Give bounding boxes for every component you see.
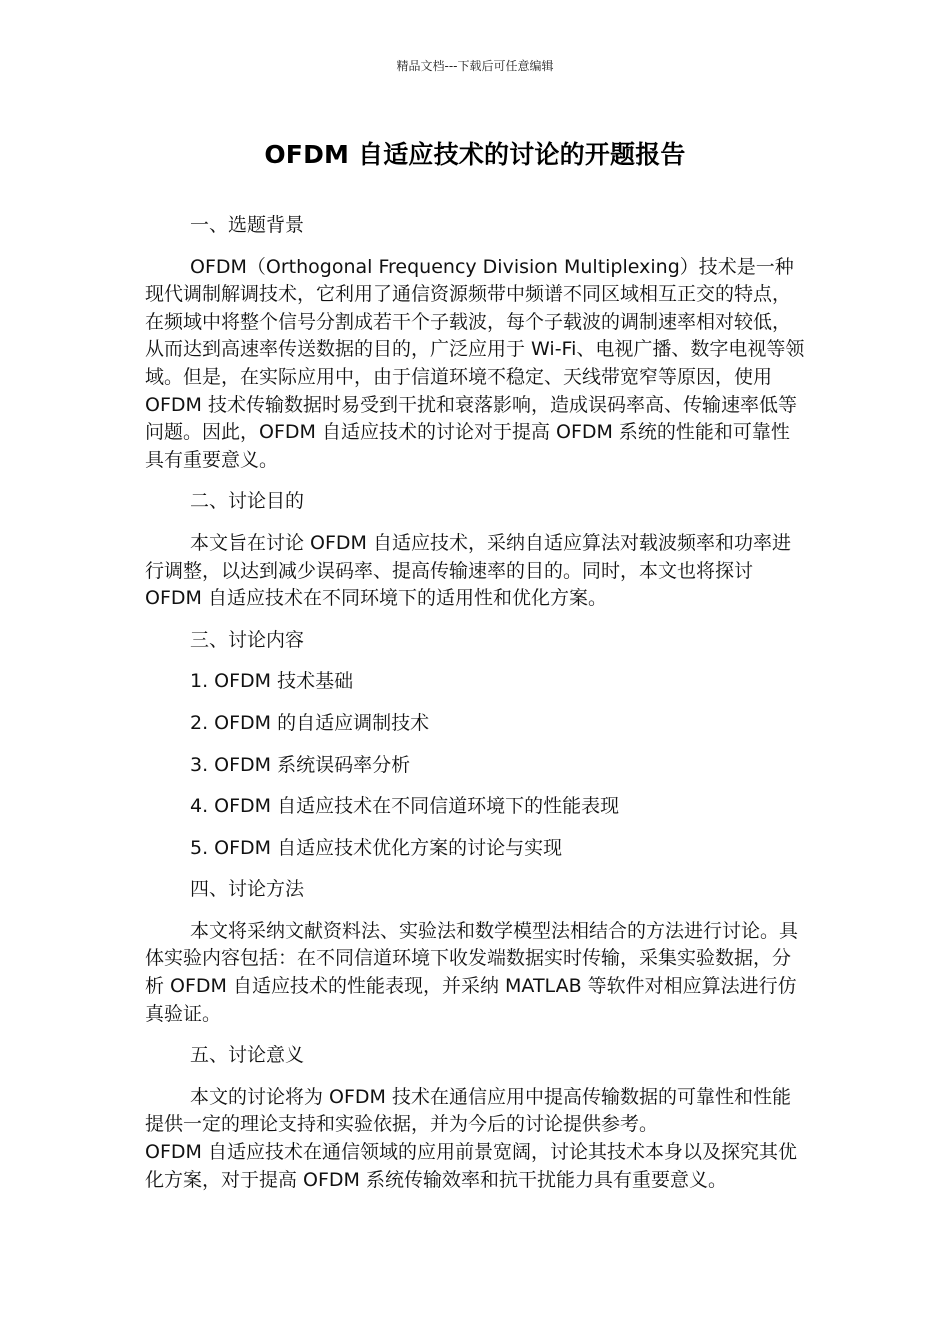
list-item-content-1: 1. OFDM 技术基础 — [190, 670, 354, 693]
section-heading-content: 三、讨论内容 — [190, 628, 305, 651]
section-heading-significance: 五、讨论意义 — [190, 1044, 305, 1067]
list-item-content-2: 2. OFDM 的自适应调制技术 — [190, 711, 430, 734]
paragraph-significance-1: 本文的讨论将为 OFDM 技术在通信应用中提高传输数据的可靠性和性能提供一定的理论支持和实验依据，并为今后的讨论提供参考。 — [145, 1085, 791, 1136]
document-body — [145, 212, 807, 1208]
list-item-content-5: 5. OFDM 自适应技术优化方案的讨论与实现 — [190, 836, 563, 859]
list-item-content-3: 3. OFDM 系统误码率分析 — [190, 753, 411, 776]
document-title: OFDM 自适应技术的讨论的开题报告 — [264, 140, 686, 169]
paragraph-significance-2: OFDM 自适应技术在通信领域的应用前景宽阔，讨论其技术本身以及探究其优化方案，对于提高 OFDM 系统传输效率和抗干扰能力具有重要意义。 — [145, 1141, 797, 1191]
page-header: 精品文档---下载后可任意编辑 — [396, 59, 554, 73]
section-heading-method: 四、讨论方法 — [190, 878, 305, 901]
section-heading-background: 一、选题背景 — [190, 214, 305, 236]
section-heading-purpose: 二、讨论目的 — [190, 490, 305, 513]
paragraph-method: 本文将采纳文献资料法、实验法和数学模型法相结合的方法进行讨论。具体实验内容包括：在不同信道环境下收发端数据实时传输，采集实验数据，分析 OFDM 自适应技术的性能表现，并采纳 MATLAB 等软件对相应算法进行仿真验证。 — [145, 919, 799, 1025]
list-item-content-4: 4. OFDM 自适应技术在不同信道环境下的性能表现 — [190, 795, 620, 818]
paragraph-purpose: 本文旨在讨论 OFDM 自适应技术，采纳自适应算法对载波频率和功率进行调整，以达到减少误码率、提高传输速率的目的。同时，本文也将探讨 OFDM 自适应技术在不同环境下的适用性和优化方案。 — [145, 531, 791, 610]
paragraph-background: OFDM（Orthogonal Frequency Division Multiplexing）技术是一种现代调制解调技术，它利用了通信资源频带中频谱不同区域相互正交的特点，在频域中将整个信号分割成若干个子载波，每个子载波的调制速率相对较低，从而达到高速率传送数据的目的，广泛应用于 Wi-Fi、电视广播、数字电视等领域。但是，在实际应用中，由于信道环境不稳定、天线带宽窄等原因，使用 OFDM 技术传输数据时易受到干扰和衰落影响，造成误码率高、传输速率低等问题。因此，OFDM 自适应技术的讨论对于提高 OFDM 系统的性能和可靠性具有重要意义。 — [145, 255, 805, 471]
